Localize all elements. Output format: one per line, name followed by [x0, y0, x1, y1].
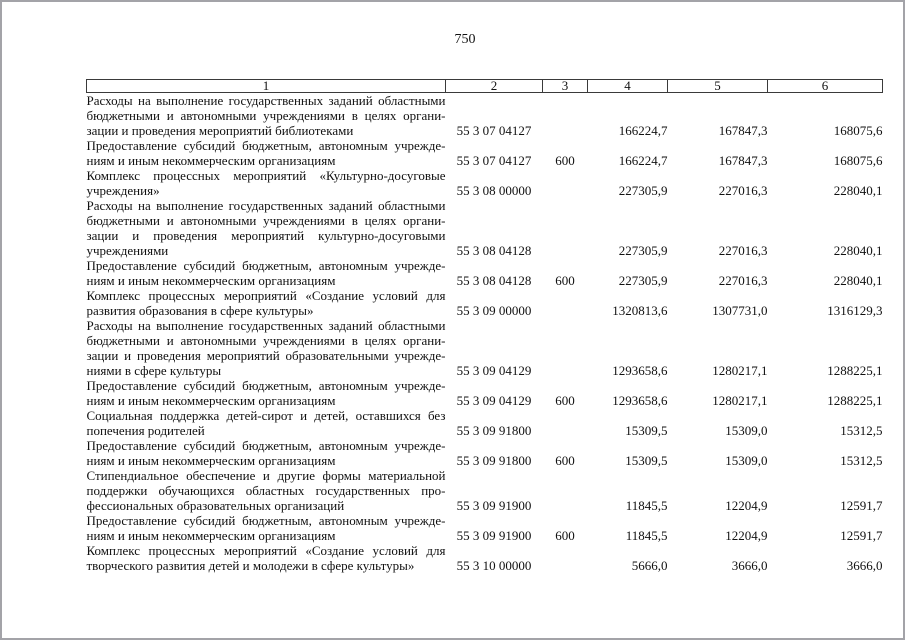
expense-description [87, 543, 446, 573]
description-line: ниям и иным некоммерческим организациям [86, 393, 336, 408]
column-header-4: 4 [588, 80, 668, 93]
column-header-2: 2 [446, 80, 543, 93]
amount-col-4: 1293658,6 [612, 363, 668, 378]
expense-type-code: 600 [555, 393, 575, 408]
description-line: Расходы на выполнение государственных заданий областными [86, 93, 446, 108]
expense-description [87, 378, 446, 408]
expense-description [87, 288, 446, 318]
amount-col-4: 5666,0 [631, 558, 668, 573]
amount-col-4: 1320813,6 [612, 303, 668, 318]
expense-type-code [543, 318, 588, 378]
column-header-1: 1 [87, 80, 446, 93]
table-row [87, 543, 883, 573]
description-line: бюджетными и автономными учреждениями в целях органи- [86, 213, 446, 228]
amount-col-6: 228040,1 [833, 243, 883, 258]
expense-type-code [543, 408, 588, 438]
amount-col-4: 15309,5 [625, 423, 668, 438]
description-line: учреждениями [86, 243, 169, 258]
amount-col-4: 227305,9 [618, 273, 668, 288]
expense-type-code [543, 543, 588, 573]
amount-col-5: 12204,9 [725, 528, 768, 543]
description-line: развития образования в сфере культуры» [86, 303, 314, 318]
amount-col-4: 166224,7 [618, 123, 668, 138]
page-number: 750 [454, 32, 476, 47]
amount-col-5: 12204,9 [725, 498, 768, 513]
expense-description [87, 408, 446, 438]
description-line: зации и проведения мероприятий культурно-досуговыми [86, 228, 446, 243]
target-article-code: 55 3 09 00000 [456, 303, 532, 318]
table-row [87, 408, 883, 438]
table-row [87, 438, 883, 468]
table-row [87, 468, 883, 513]
table-row [87, 93, 883, 139]
amount-col-5: 3666,0 [731, 558, 768, 573]
amount-col-4: 11845,5 [625, 528, 668, 543]
description-line: учреждения» [86, 183, 160, 198]
expense-type-code [543, 468, 588, 513]
amount-col-6: 168075,6 [833, 153, 883, 168]
amount-col-5: 227016,3 [718, 243, 768, 258]
description-line: бюджетными и автономными учреждениями в целях органи- [86, 108, 446, 123]
amount-col-5: 15309,0 [725, 423, 768, 438]
expense-type-code [543, 93, 588, 139]
amount-col-5: 227016,3 [718, 183, 768, 198]
target-article-code: 55 3 09 04129 [456, 393, 532, 408]
amount-col-6: 12591,7 [840, 498, 883, 513]
description-line: Предоставление субсидий бюджетным, автономным учрежде- [86, 378, 446, 393]
description-line: Комплекс процессных мероприятий «Создание условий для [86, 288, 446, 303]
expense-description [87, 318, 446, 378]
target-article-code: 55 3 08 04128 [456, 273, 532, 288]
amount-col-5: 1280217,1 [712, 393, 768, 408]
expense-type-code [543, 288, 588, 318]
description-line: попечения родителей [86, 423, 205, 438]
amount-col-5: 1307731,0 [712, 303, 768, 318]
description-line: ниям и иным некоммерческим организациям [86, 273, 336, 288]
amount-col-6: 228040,1 [833, 273, 883, 288]
column-header-6: 6 [768, 80, 883, 93]
description-line: ниям и иным некоммерческим организациям [86, 528, 336, 543]
target-article-code: 55 3 08 00000 [456, 183, 532, 198]
table-row [87, 378, 883, 408]
target-article-code: 55 3 07 04127 [456, 153, 532, 168]
table-row [87, 198, 883, 258]
expense-description [87, 168, 446, 198]
amount-col-4: 1293658,6 [612, 393, 668, 408]
expense-type-code: 600 [555, 153, 575, 168]
amount-col-5: 167847,3 [718, 153, 768, 168]
target-article-code: 55 3 08 04128 [456, 243, 532, 258]
amount-col-4: 227305,9 [618, 243, 668, 258]
description-line: ниями в сфере культуры [86, 363, 222, 378]
target-article-code: 55 3 09 91900 [456, 528, 532, 543]
description-line: бюджетными и автономными учреждениями в целях органи- [86, 333, 446, 348]
amount-col-4: 227305,9 [618, 183, 668, 198]
expense-description [87, 468, 446, 513]
expense-description [87, 513, 446, 543]
description-line: Социальная поддержка детей-сирот и детей, оставшихся без [86, 408, 446, 423]
description-line: Комплекс процессных мероприятий «Культурно-досуговые [86, 168, 446, 183]
description-line: зации и проведения мероприятий образовательными учрежде- [86, 348, 446, 363]
description-line: фессиональных образовательных организаций [86, 498, 345, 513]
amount-col-6: 15312,5 [840, 423, 883, 438]
amount-col-4: 11845,5 [625, 498, 668, 513]
target-article-code: 55 3 07 04127 [456, 123, 532, 138]
expense-type-code [543, 168, 588, 198]
table-body [87, 93, 883, 574]
table-header-row [87, 80, 883, 93]
target-article-code: 55 3 09 91900 [456, 498, 532, 513]
column-header-3: 3 [543, 80, 588, 93]
amount-col-6: 1316129,3 [827, 303, 883, 318]
amount-col-4: 15309,5 [625, 453, 668, 468]
amount-col-5: 227016,3 [718, 273, 768, 288]
table-row [87, 513, 883, 543]
description-line: зации и проведения мероприятий библиотеками [86, 123, 354, 138]
expense-type-code [543, 198, 588, 258]
target-article-code: 55 3 09 91800 [456, 423, 532, 438]
target-article-code: 55 3 10 00000 [456, 558, 532, 573]
amount-col-6: 168075,6 [833, 123, 883, 138]
target-article-code: 55 3 09 91800 [456, 453, 532, 468]
description-line: творческого развития детей и молодежи в сфере культуры» [86, 558, 415, 573]
expense-description [87, 138, 446, 168]
table-header [87, 80, 883, 93]
expense-description [87, 198, 446, 258]
amount-col-5: 15309,0 [725, 453, 768, 468]
expense-type-code: 600 [555, 528, 575, 543]
table-row [87, 288, 883, 318]
description-line: Расходы на выполнение государственных заданий областными [86, 198, 446, 213]
expense-description [87, 258, 446, 288]
target-article-code: 55 3 09 04129 [456, 363, 532, 378]
budget-table [86, 79, 883, 573]
amount-col-6: 1288225,1 [827, 393, 883, 408]
description-line: Стипендиальное обеспечение и другие формы материальной [86, 468, 446, 483]
description-line: ниям и иным некоммерческим организациям [86, 453, 336, 468]
amount-col-6: 15312,5 [840, 453, 883, 468]
expense-type-code: 600 [555, 453, 575, 468]
amount-col-5: 1280217,1 [712, 363, 768, 378]
amount-col-6: 228040,1 [833, 183, 883, 198]
description-line: Предоставление субсидий бюджетным, автономным учрежде- [86, 138, 446, 153]
description-line: поддержки обучающихся областных государственных про- [86, 483, 446, 498]
table-row [87, 138, 883, 168]
table-row [87, 168, 883, 198]
amount-col-6: 3666,0 [846, 558, 883, 573]
description-line: Комплекс процессных мероприятий «Создание условий для [86, 543, 446, 558]
description-line: Предоставление субсидий бюджетным, автономным учрежде- [86, 513, 446, 528]
amount-col-6: 12591,7 [840, 528, 883, 543]
expense-description [87, 93, 446, 139]
expense-type-code: 600 [555, 273, 575, 288]
budget-table-container [86, 79, 882, 573]
column-header-5: 5 [668, 80, 768, 93]
description-line: ниям и иным некоммерческим организациям [86, 153, 336, 168]
description-line: Предоставление субсидий бюджетным, автономным учрежде- [86, 438, 446, 453]
table-row [87, 318, 883, 378]
description-line: Предоставление субсидий бюджетным, автономным учрежде- [86, 258, 446, 273]
amount-col-4: 166224,7 [618, 153, 668, 168]
expense-description [87, 438, 446, 468]
description-line: Расходы на выполнение государственных заданий областными [86, 318, 446, 333]
table-row [87, 258, 883, 288]
amount-col-5: 167847,3 [718, 123, 768, 138]
amount-col-6: 1288225,1 [827, 363, 883, 378]
